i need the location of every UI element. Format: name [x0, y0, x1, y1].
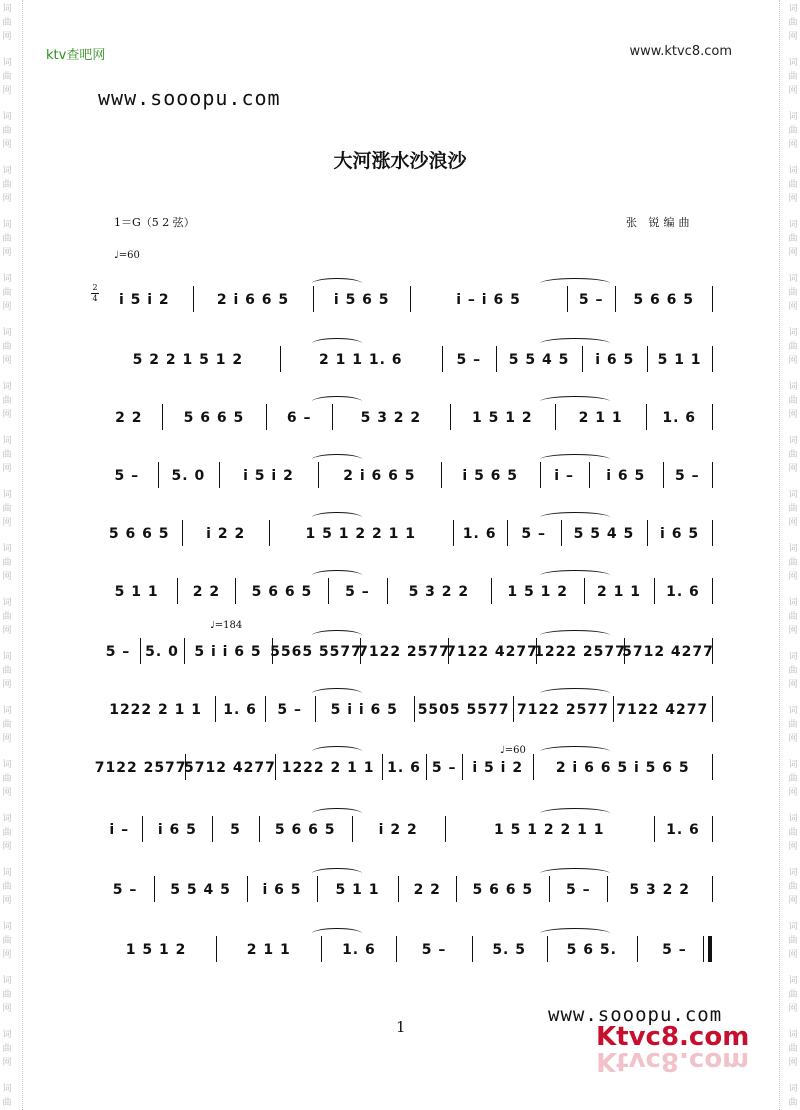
measure: 2 1 1: [597, 584, 641, 600]
watermark-glyph: 网: [788, 302, 798, 312]
watermark-glyph: 词: [2, 58, 12, 68]
watermark-glyph: 词: [788, 1084, 798, 1094]
watermark-glyph: 曲: [788, 234, 798, 244]
score-row: [0, 280, 800, 320]
watermark-glyph: 词: [788, 4, 798, 14]
watermark-glyph: 曲: [788, 936, 798, 946]
watermark-glyph: 网: [788, 194, 798, 204]
watermark-glyph: 曲: [788, 288, 798, 298]
measure: i –: [109, 822, 130, 838]
watermark-glyph: 词: [2, 436, 12, 446]
watermark-glyph: 词: [788, 382, 798, 392]
ktvc8-logo: Ktvc8.com Ktvc8.com: [596, 1022, 750, 1076]
watermark-glyph: 曲: [2, 1098, 12, 1108]
measure: i 2 2: [378, 822, 418, 838]
watermark-glyph: 曲: [788, 72, 798, 82]
measure: 5 –: [578, 292, 604, 308]
watermark-glyph: 网: [2, 410, 12, 420]
barline: [712, 638, 713, 664]
page-number: 1: [396, 1018, 406, 1036]
watermark-glyph: 网: [788, 248, 798, 258]
measure: 5. 0: [145, 644, 179, 660]
measure: 5712 4277: [622, 644, 714, 660]
watermark-glyph: 网: [788, 896, 798, 906]
watermark-glyph: 网: [788, 842, 798, 852]
watermark-glyph: 网: [788, 572, 798, 582]
watermark-glyph: 网: [788, 518, 798, 528]
watermark-glyph: 网: [788, 1004, 798, 1014]
watermark-glyph: 曲: [2, 126, 12, 136]
watermark-glyph: 曲: [2, 720, 12, 730]
measure: i 5 i 2: [472, 760, 524, 776]
score-row: [0, 514, 800, 554]
watermark-glyph: 词: [788, 1030, 798, 1040]
watermark-glyph: 词: [788, 760, 798, 770]
watermark-glyph: 曲: [788, 504, 798, 514]
watermark-glyph: 网: [2, 302, 12, 312]
measure: 2 i 6 6 5: [216, 292, 290, 308]
watermark-glyph: 曲: [2, 234, 12, 244]
site-url-bottom: www.sooopu.com: [548, 1004, 723, 1026]
watermark-glyph: 词: [2, 976, 12, 986]
watermark-glyph: 词: [788, 922, 798, 932]
barline: [712, 286, 713, 312]
measure: 5 –: [114, 468, 140, 484]
measure: 5 6 6 5: [251, 584, 313, 600]
watermark-glyph: 曲: [2, 1044, 12, 1054]
watermark-glyph: 网: [788, 734, 798, 744]
measure: 1222 2 1 1: [281, 760, 375, 776]
watermark-glyph: 词: [2, 652, 12, 662]
measure: 1222 2 1 1: [109, 702, 203, 718]
watermark-glyph: 网: [788, 680, 798, 690]
watermark-glyph: 曲: [788, 180, 798, 190]
measure: 1. 6: [387, 760, 421, 776]
measure: i – i 6 5: [456, 292, 521, 308]
score-row: [0, 340, 800, 380]
measure: i 6 5: [660, 526, 700, 542]
measure: 7122 4277: [446, 644, 538, 660]
measure: 5 6 6 5: [274, 822, 336, 838]
measure: 5 –: [421, 942, 447, 958]
measure: 2 i 6 6 5: [343, 468, 416, 484]
watermark-glyph: 曲: [2, 72, 12, 82]
measure: 5: [230, 822, 241, 838]
watermark-glyph: 网: [2, 1058, 12, 1068]
watermark-glyph: 词: [2, 166, 12, 176]
watermark-glyph: 网: [2, 842, 12, 852]
measure: 2 2: [115, 410, 143, 426]
final-barline-thin: [703, 936, 704, 962]
measure: 5 1 1: [657, 352, 702, 368]
watermark-glyph: 词: [788, 652, 798, 662]
watermark-glyph: 词: [788, 976, 798, 986]
measure: 5 i i 6 5: [330, 702, 398, 718]
watermark-glyph: 网: [788, 86, 798, 96]
measure: 1 5 1 2 2 1 1: [494, 822, 605, 838]
watermark-glyph: 词: [788, 544, 798, 554]
watermark-glyph: 词: [788, 814, 798, 824]
watermark-glyph: 曲: [788, 1098, 798, 1108]
measure: 5 –: [662, 942, 687, 958]
watermark-glyph: 曲: [788, 612, 798, 622]
measure: 5505 5577: [417, 702, 510, 718]
watermark-glyph: 曲: [788, 558, 798, 568]
watermark-glyph: 曲: [2, 990, 12, 1000]
watermark-glyph: 网: [2, 86, 12, 96]
measure: 5 3 2 2: [629, 882, 690, 898]
measure: 1 5 1 2 2 1 1: [305, 526, 416, 542]
measure: 5 –: [456, 352, 482, 368]
watermark-glyph: 词: [2, 544, 12, 554]
watermark-glyph: 词: [2, 274, 12, 284]
measure: 5 6 5.: [566, 942, 617, 958]
measure: 5 i i 6 5: [194, 644, 262, 660]
watermark-glyph: 词: [788, 328, 798, 338]
watermark-glyph: 网: [2, 518, 12, 528]
measure: 5 1 1: [114, 584, 159, 600]
header-site-url: www.ktvc8.com: [629, 44, 732, 59]
watermark-glyph: 词: [2, 706, 12, 716]
score-row: [0, 398, 800, 438]
watermark-glyph: 词: [788, 868, 798, 878]
measure: i 6 5: [157, 822, 197, 838]
watermark-glyph: 词: [2, 598, 12, 608]
watermark-glyph: 曲: [788, 882, 798, 892]
watermark-glyph: 曲: [788, 720, 798, 730]
measure: 1 5 1 2: [507, 584, 568, 600]
tempo-marking-3: ♩=60: [500, 745, 526, 756]
watermark-glyph: 词: [2, 490, 12, 500]
measure: 5 –: [675, 468, 700, 484]
watermark-glyph: 网: [788, 356, 798, 366]
measure: 5 –: [345, 584, 370, 600]
watermark-glyph: 曲: [788, 990, 798, 1000]
header-site-name: ktv查吧网: [46, 48, 106, 63]
watermark-glyph: 词: [788, 112, 798, 122]
measure: 5 5 4 5: [170, 882, 231, 898]
watermark-glyph: 词: [2, 328, 12, 338]
watermark-glyph: 词: [2, 814, 12, 824]
measure: i 5 i 2: [243, 468, 294, 484]
measure: 1 5 1 2: [125, 942, 187, 958]
watermark-glyph: 网: [2, 194, 12, 204]
watermark-glyph: 曲: [2, 612, 12, 622]
measure: 5 –: [112, 882, 138, 898]
barline: [712, 876, 713, 902]
measure: 5 6 6 5: [472, 882, 534, 898]
measure: 7122 4277: [616, 702, 709, 718]
measure: 1. 6: [223, 702, 257, 718]
watermark-glyph: 曲: [2, 936, 12, 946]
watermark-glyph: 词: [788, 274, 798, 284]
measure: 5 3 2 2: [360, 410, 422, 426]
measure: 5 6 6 5: [183, 410, 245, 426]
barline: [712, 696, 713, 722]
score-row: [0, 632, 800, 672]
watermark-glyph: 网: [788, 788, 798, 798]
watermark-glyph: 词: [2, 112, 12, 122]
watermark-glyph: 曲: [788, 774, 798, 784]
song-title: 大河涨水沙浪沙: [333, 150, 467, 172]
barline: [712, 462, 713, 488]
measure: 2 2: [413, 882, 441, 898]
tempo-marking-2: ♩=184: [210, 620, 243, 631]
watermark-glyph: 网: [788, 950, 798, 960]
watermark-glyph: 网: [2, 950, 12, 960]
measure: 1. 6: [666, 584, 700, 600]
barline: [712, 816, 713, 842]
watermark-glyph: 曲: [2, 180, 12, 190]
measure: i 6 5: [262, 882, 302, 898]
watermark-glyph: 词: [788, 58, 798, 68]
watermark-glyph: 词: [2, 382, 12, 392]
measure: 1. 6: [462, 526, 497, 542]
score-row: [0, 690, 800, 730]
logo-reflection: Ktvc8.com: [596, 1046, 750, 1076]
measure: 7122 2577: [517, 702, 609, 718]
measure: i 5 6 5: [462, 468, 519, 484]
barline: [712, 404, 713, 430]
watermark-glyph: 曲: [2, 450, 12, 460]
watermark-glyph: 网: [2, 248, 12, 258]
watermark-glyph: 词: [788, 166, 798, 176]
measure: 5 6 6 5: [633, 292, 694, 308]
measure: 5 –: [105, 644, 131, 660]
measure: 5712 4277: [184, 760, 276, 776]
watermark-glyph: 曲: [2, 558, 12, 568]
watermark-glyph: 网: [2, 1004, 12, 1014]
measure: 2 1 1: [578, 410, 623, 426]
watermark-glyph: 曲: [788, 18, 798, 28]
barline: [712, 346, 713, 372]
score-row: [0, 810, 800, 850]
watermark-glyph: 网: [788, 626, 798, 636]
tempo-marking-1: ♩=60: [114, 250, 140, 261]
measure: 7122 2577: [94, 760, 187, 776]
watermark-glyph: 网: [2, 896, 12, 906]
measure: 5 –: [566, 882, 591, 898]
watermark-glyph: 曲: [788, 126, 798, 136]
score-row: [0, 572, 800, 612]
measure: 1 5 1 2: [471, 410, 533, 426]
watermark-glyph: 词: [2, 922, 12, 932]
key-signature: 1＝G（5 2 弦）: [114, 216, 195, 229]
measure: 2 1 1: [246, 942, 291, 958]
measure: i 6 5: [595, 352, 635, 368]
watermark-glyph: 网: [788, 32, 798, 42]
score-row: [0, 748, 800, 788]
watermark-glyph: 词: [788, 490, 798, 500]
time-signature-top: 2: [92, 283, 98, 292]
watermark-glyph: 词: [2, 760, 12, 770]
measure: 5 –: [277, 702, 303, 718]
watermark-glyph: 曲: [2, 504, 12, 514]
measure: i 5 i 2: [118, 292, 170, 308]
score-row: [0, 870, 800, 910]
measure: 5 6 6 5: [108, 526, 170, 542]
watermark-glyph: 网: [788, 410, 798, 420]
watermark-glyph: 曲: [2, 666, 12, 676]
measure: 5. 5: [492, 942, 526, 958]
watermark-glyph: 网: [788, 1058, 798, 1068]
watermark-glyph: 曲: [788, 450, 798, 460]
watermark-glyph: 词: [2, 1084, 12, 1094]
watermark-glyph: 曲: [788, 666, 798, 676]
measure: 5 5 4 5: [508, 352, 570, 368]
watermark-glyph: 词: [788, 706, 798, 716]
measure: 5. 0: [171, 468, 206, 484]
barline: [712, 754, 713, 780]
watermark-glyph: 曲: [788, 342, 798, 352]
watermark-glyph: 网: [788, 464, 798, 474]
measure: 2 i 6 6 5 i 5 6 5: [555, 760, 690, 776]
watermark-glyph: 曲: [788, 828, 798, 838]
measure: i 6 5: [606, 468, 646, 484]
watermark-glyph: 曲: [2, 774, 12, 784]
arranger-credit: 张 锐编曲: [626, 216, 694, 229]
watermark-glyph: 网: [2, 32, 12, 42]
watermark-glyph: 网: [2, 572, 12, 582]
watermark-glyph: 曲: [2, 18, 12, 28]
watermark-glyph: 曲: [2, 828, 12, 838]
watermark-glyph: 曲: [788, 396, 798, 406]
watermark-glyph: 网: [2, 788, 12, 798]
measure: 5565 5577: [270, 644, 362, 660]
measure: 1. 6: [342, 942, 376, 958]
measure: i 5 6 5: [333, 292, 390, 308]
watermark-glyph: 词: [2, 868, 12, 878]
measure: 7122 2577: [358, 644, 450, 660]
watermark-glyph: 词: [2, 4, 12, 14]
score-row: [0, 930, 800, 970]
measure: 5 1 1: [335, 882, 380, 898]
measure: i 2 2: [206, 526, 246, 542]
watermark-glyph: 曲: [2, 342, 12, 352]
measure: 5 2 2 1 5 1 2: [132, 352, 244, 368]
watermark-glyph: 词: [2, 220, 12, 230]
watermark-glyph: 曲: [2, 288, 12, 298]
watermark-glyph: 网: [788, 140, 798, 150]
measure: 2 1 1 1. 6: [319, 352, 403, 368]
watermark-glyph: 网: [2, 626, 12, 636]
barline: [712, 520, 713, 546]
score-row: [0, 456, 800, 496]
watermark-glyph: 网: [2, 140, 12, 150]
watermark-glyph: 词: [2, 1030, 12, 1040]
measure: 6 –: [286, 410, 312, 426]
final-barline: [708, 936, 712, 962]
watermark-glyph: 词: [788, 436, 798, 446]
watermark-glyph: 曲: [788, 1044, 798, 1054]
watermark-glyph: 网: [2, 464, 12, 474]
time-signature-bottom: 4: [92, 294, 98, 303]
measure: 5 5 4 5: [573, 526, 635, 542]
watermark-glyph: 网: [2, 356, 12, 366]
watermark-glyph: 词: [788, 220, 798, 230]
measure: i –: [554, 468, 574, 484]
measure: 5 –: [431, 760, 457, 776]
watermark-glyph: 网: [2, 734, 12, 744]
measure: 1. 6: [662, 410, 697, 426]
barline: [712, 578, 713, 604]
watermark-glyph: 曲: [2, 396, 12, 406]
site-url-top: www.sooopu.com: [98, 86, 281, 110]
watermark-glyph: 词: [788, 598, 798, 608]
measure: 1222 2577: [534, 644, 626, 660]
watermark-glyph: 网: [2, 680, 12, 690]
watermark-glyph: 曲: [2, 882, 12, 892]
measure: 5 3 2 2: [408, 584, 470, 600]
measure: 2 2: [192, 584, 221, 600]
measure: 5 –: [521, 526, 546, 542]
measure: 1. 6: [666, 822, 700, 838]
